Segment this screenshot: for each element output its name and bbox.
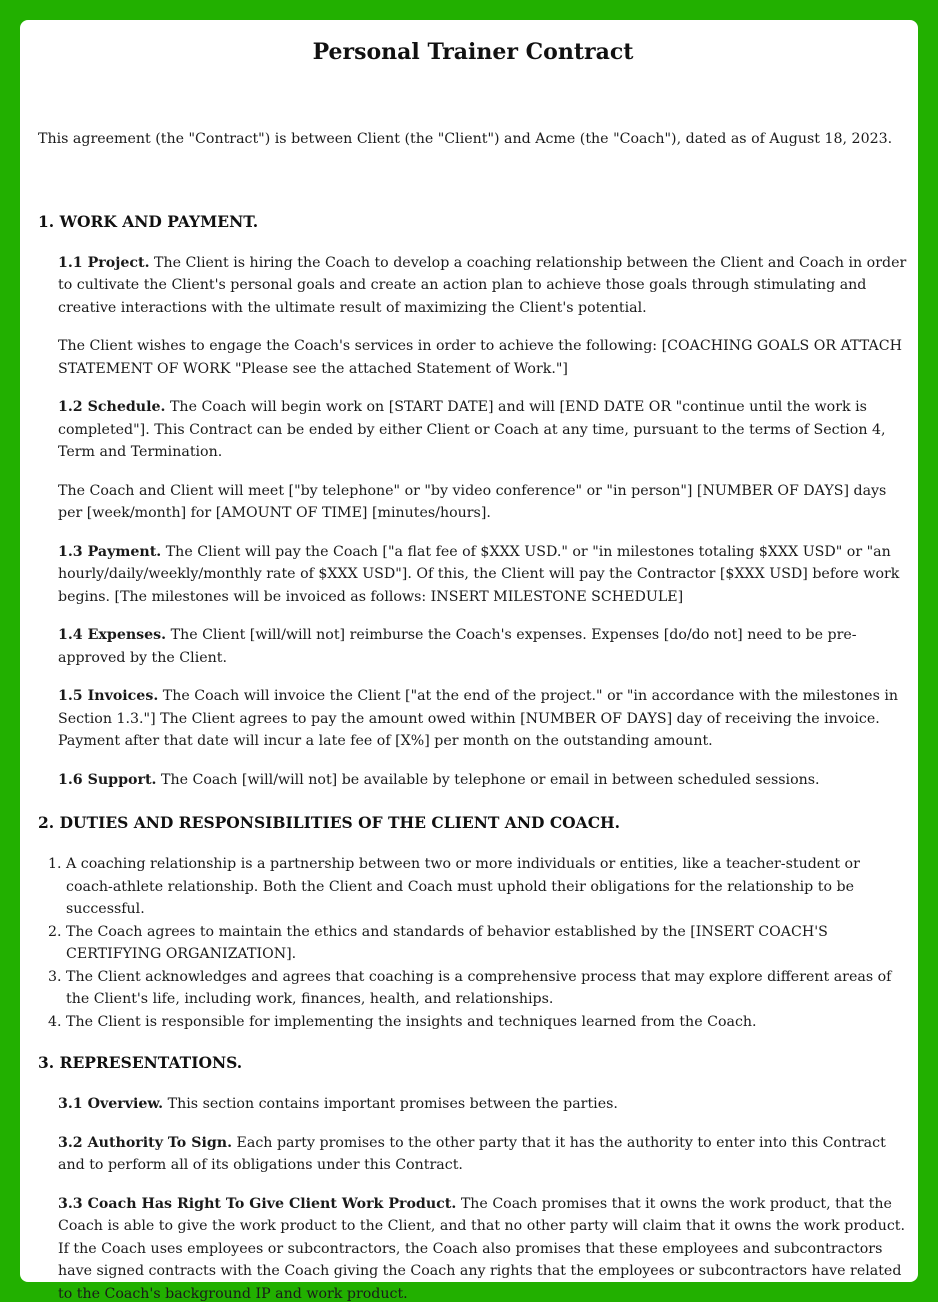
clause-1-3	[58, 541, 908, 609]
clause-label: 1.2 Schedule.	[58, 399, 165, 415]
clause-3-1	[58, 1093, 908, 1116]
clause-text: This section contains important promises between the parties.	[163, 1096, 618, 1112]
list-item: 3. The Client acknowledges and agrees that coaching is a comprehensive process that may explore different areas of the Client's life, including work, finances, health, and relationships.	[66, 966, 908, 1011]
clause-1-6	[58, 769, 908, 792]
duties-list	[38, 853, 908, 1033]
clause-text: Each party promises to the other party that it has the authority to enter into this Contract and to perform all of its obligations under this Contract.	[58, 1135, 886, 1174]
clause-1-1-goals: The Client wishes to engage the Coach's services in order to achieve the following: [COACHING GOALS OR ATTACH STATEMENT OF WORK "Please see the attached Statement of Work."]	[58, 335, 908, 380]
clause-label: 1.6 Support.	[58, 772, 156, 788]
clause-1-4	[58, 624, 908, 669]
clause-label: 3.1 Overview.	[58, 1096, 163, 1112]
clause-text: The Coach will invoice the Client ["at the end of the project." or "in accordance with the milestones in Section 1.3."] The Client agrees to pay the amount owed within [NUMBER OF DAYS] day of receiving the invoice. Payment after that date will incur a late fee of [X%] per month on the outstanding amount.	[58, 688, 898, 749]
list-item: 4. The Client is responsible for implementing the insights and techniques learned from the Coach.	[66, 1011, 908, 1034]
section-3-heading: 3. REPRESENTATIONS.	[38, 1051, 908, 1075]
intro-paragraph: This agreement (the "Contract") is between Client (the "Client") and Acme (the "Coach"), dated as of August 18, 2023.	[38, 128, 908, 151]
clause-label: 1.4 Expenses.	[58, 627, 166, 643]
section-1-heading: 1. WORK AND PAYMENT.	[38, 210, 908, 234]
clause-label: 3.3 Coach Has Right To Give Client Work Product.	[58, 1196, 456, 1212]
list-item: 2. The Coach agrees to maintain the ethics and standards of behavior established by the [INSERT COACH'S CERTIFYING ORGANIZATION].	[66, 921, 908, 966]
section-2-heading: 2. DUTIES AND RESPONSIBILITIES OF THE CLIENT AND COACH.	[38, 811, 908, 835]
document-title: Personal Trainer Contract	[38, 36, 908, 68]
clause-text: The Coach promises that it owns the work product, that the Coach is able to give the work product to the Client, and that no other party will claim that it owns the work product. If the Coach uses employees or subcontractors, the Coach also promises that these employees and subcontractors have signed contracts with the Coach giving the Coach any rights that the employees or subcontractors have related to the Coach's background IP and work product.	[58, 1196, 905, 1302]
clause-text: The Client is hiring the Coach to develop a coaching relationship between the Client and Coach in order to cultivate the Client's personal goals and create an action plan to achieve those goals through stimulating and creative interactions with the ultimate result of maximizing the Client's potential.	[58, 255, 906, 316]
clause-text: The Coach [will/will not] be available by telephone or email in between scheduled sessions.	[156, 772, 819, 788]
clause-label: 3.2 Authority To Sign.	[58, 1135, 232, 1151]
clause-1-2	[58, 396, 908, 464]
clause-1-2-meetings: The Coach and Client will meet ["by telephone" or "by video conference" or "in person"] [NUMBER OF DAYS] days per [week/month] for [AMOUNT OF TIME] [minutes/hours].	[58, 480, 908, 525]
clause-text: The Client [will/will not] reimburse the Coach's expenses. Expenses [do/do not] need to be pre-approved by the Client.	[58, 627, 857, 666]
clause-3-2	[58, 1132, 908, 1177]
clause-text: The Coach will begin work on [START DATE] and will [END DATE OR "continue until the work is completed"]. This Contract can be ended by either Client or Coach at any time, pursuant to the terms of Section 4, Term and Termination.	[58, 399, 886, 460]
clause-3-3	[58, 1193, 908, 1305]
list-item: 1. A coaching relationship is a partnership between two or more individuals or entities, like a teacher-student or coach-athlete relationship. Both the Client and Coach must uphold their obligations for the relationship to be successful.	[66, 853, 908, 921]
clause-label: 1.1 Project.	[58, 255, 150, 271]
clause-label: 1.3 Payment.	[58, 544, 161, 560]
clause-1-5	[58, 685, 908, 753]
clause-label: 1.5 Invoices.	[58, 688, 158, 704]
clause-1-1	[58, 252, 908, 320]
clause-text: The Client will pay the Coach ["a flat fee of $XXX USD." or "in milestones totaling $XXX USD" or "an hourly/daily/weekly/monthly rate of $XXX USD"]. Of this, the Client will pay the Contractor [$XXX USD] before work begins. [The milestones will be invoiced as follows: INSERT MILESTONE SCHEDULE]	[58, 544, 899, 605]
document-page	[20, 20, 918, 1282]
